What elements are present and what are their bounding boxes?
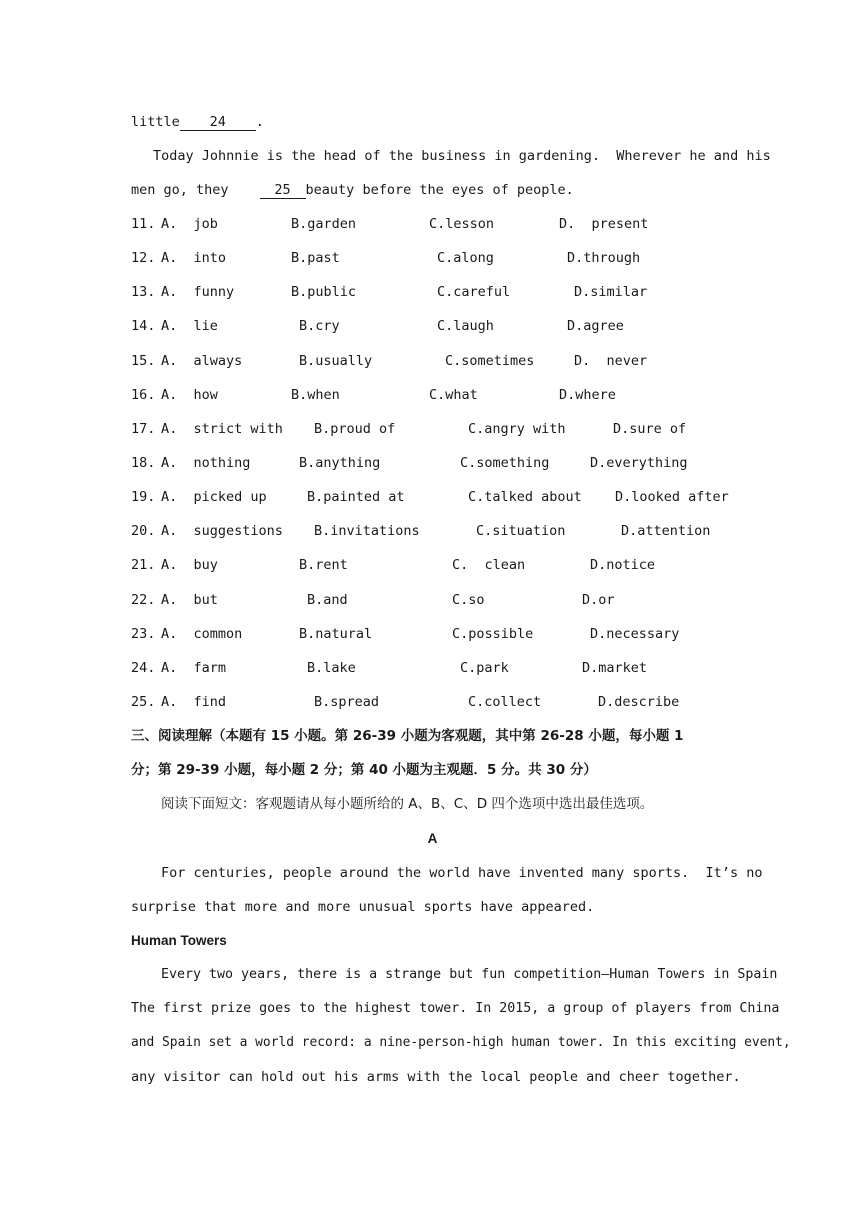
- option-a: A. farm: [161, 659, 227, 676]
- option-a: A. funny: [161, 284, 235, 301]
- body-line-4: any visitor can hold out his arms with the local people and cheer together.: [131, 1069, 741, 1085]
- body-line-2: The first prize goes to the highest tower. In 2015, a group of players from China: [131, 1001, 780, 1016]
- option-c: C.park: [460, 659, 509, 676]
- option-c: C.sometimes: [445, 352, 535, 369]
- option-b: B.past: [291, 250, 340, 267]
- option-c: C.laugh: [437, 318, 494, 335]
- option-c: C.careful: [437, 284, 511, 301]
- option-d: D.through: [567, 250, 641, 267]
- question-number: 18.: [131, 454, 156, 471]
- option-b: B.anything: [299, 454, 381, 471]
- period: .: [255, 114, 264, 130]
- option-d: D.market: [582, 659, 648, 676]
- option-d: D.necessary: [590, 625, 680, 642]
- option-a: A. always: [161, 352, 243, 369]
- option-d: D.similar: [574, 284, 648, 301]
- option-a: A. buy: [161, 557, 218, 574]
- option-b: B.invitations: [314, 523, 420, 540]
- question-number: 21.: [131, 557, 156, 574]
- option-a: A. how: [161, 386, 218, 403]
- option-c: C.along: [437, 250, 494, 267]
- passage-line-3: [131, 180, 574, 200]
- option-a: A. suggestions: [161, 523, 283, 540]
- question-number: 13.: [131, 284, 156, 301]
- question-number: 23.: [131, 625, 156, 642]
- option-d: D.looked after: [615, 489, 729, 506]
- option-b: B.usually: [299, 352, 373, 369]
- option-b: B.and: [307, 591, 348, 608]
- option-a: A. find: [161, 693, 227, 710]
- option-d: D.describe: [598, 693, 680, 710]
- option-c: C. clean: [452, 557, 526, 574]
- passage-line-1: [131, 112, 264, 132]
- option-c: C.what: [429, 386, 478, 403]
- passage-label: A: [427, 831, 438, 846]
- passage-line-2: Today Johnnie is the head of the business in gardening. Wherever he and his: [153, 148, 771, 164]
- option-d: D.notice: [590, 557, 656, 574]
- option-a: A. nothing: [161, 454, 251, 471]
- option-b: B.painted at: [307, 489, 405, 506]
- option-c: C.collect: [468, 693, 542, 710]
- option-c: C.possible: [452, 625, 534, 642]
- question-number: 20.: [131, 523, 156, 540]
- section3-heading-line1: 三、阅读理解（本题有 15 小题。第 26-39 小题为客观题，其中第 26-28 小题，每小题 1: [131, 728, 684, 744]
- blank-24: 24: [180, 114, 256, 131]
- question-number: 16.: [131, 386, 156, 403]
- option-a: A. but: [161, 591, 218, 608]
- option-d: D. never: [574, 352, 648, 369]
- word-little: little: [131, 114, 180, 130]
- line3-start: men go, they: [131, 182, 229, 198]
- option-b: B.cry: [299, 318, 340, 335]
- option-c: C.talked about: [468, 489, 582, 506]
- option-c: C.angry with: [468, 420, 566, 437]
- option-a: A. job: [161, 216, 218, 232]
- question-number: 11.: [131, 216, 156, 232]
- reading-instruction: 阅读下面短文：客观题请从每小题所给的 A、B、C、D 四个选项中选出最佳选项。: [161, 796, 654, 812]
- option-d: D.agree: [567, 318, 624, 335]
- question-number: 19.: [131, 489, 156, 506]
- option-b: B.when: [291, 386, 340, 403]
- option-c: C.situation: [476, 523, 566, 540]
- option-a: A. into: [161, 250, 227, 267]
- option-b: B.spread: [314, 693, 380, 710]
- option-c: C.something: [460, 454, 550, 471]
- option-b: B.lake: [307, 659, 356, 676]
- option-a: A. strict with: [161, 420, 283, 437]
- option-d: D.where: [559, 386, 616, 403]
- section3-heading-line2: 分；第 29-39 小题，每小题 2 分；第 40 小题为主观题．5 分。共 30 分）: [131, 762, 597, 778]
- body-line-3: and Spain set a world record: a nine-person-high human tower. In this exciting event,: [131, 1035, 791, 1050]
- intro-line-1: For centuries, people around the world have invented many sports. It’s no: [161, 865, 763, 881]
- option-d: D.attention: [621, 523, 711, 540]
- question-number: 15.: [131, 352, 156, 369]
- body-line-1: Every two years, there is a strange but fun competition—Human Towers in Spain: [161, 967, 778, 982]
- question-number: 14.: [131, 318, 156, 335]
- question-number: 24.: [131, 659, 156, 676]
- subheading-human-towers: Human Towers: [131, 933, 227, 948]
- question-number: 17.: [131, 420, 156, 437]
- question-number: 25.: [131, 693, 156, 710]
- option-b: B.garden: [291, 216, 357, 232]
- question-number: 12.: [131, 250, 156, 267]
- option-d: D.sure of: [613, 420, 687, 437]
- option-b: B.rent: [299, 557, 348, 574]
- option-a: A. common: [161, 625, 243, 642]
- line3-end: beauty before the eyes of people.: [305, 182, 574, 198]
- blank-25: 25: [260, 182, 306, 199]
- option-c: C.lesson: [429, 216, 495, 232]
- option-d: D.or: [582, 591, 615, 608]
- option-b: B.natural: [299, 625, 373, 642]
- option-d: D. present: [559, 216, 649, 232]
- option-a: A. picked up: [161, 489, 267, 506]
- option-b: B.proud of: [314, 420, 396, 437]
- option-a: A. lie: [161, 318, 218, 335]
- intro-line-2: surprise that more and more unusual sports have appeared.: [131, 899, 595, 915]
- option-c: C.so: [452, 591, 485, 608]
- question-number: 22.: [131, 591, 156, 608]
- option-d: D.everything: [590, 454, 688, 471]
- option-b: B.public: [291, 284, 357, 301]
